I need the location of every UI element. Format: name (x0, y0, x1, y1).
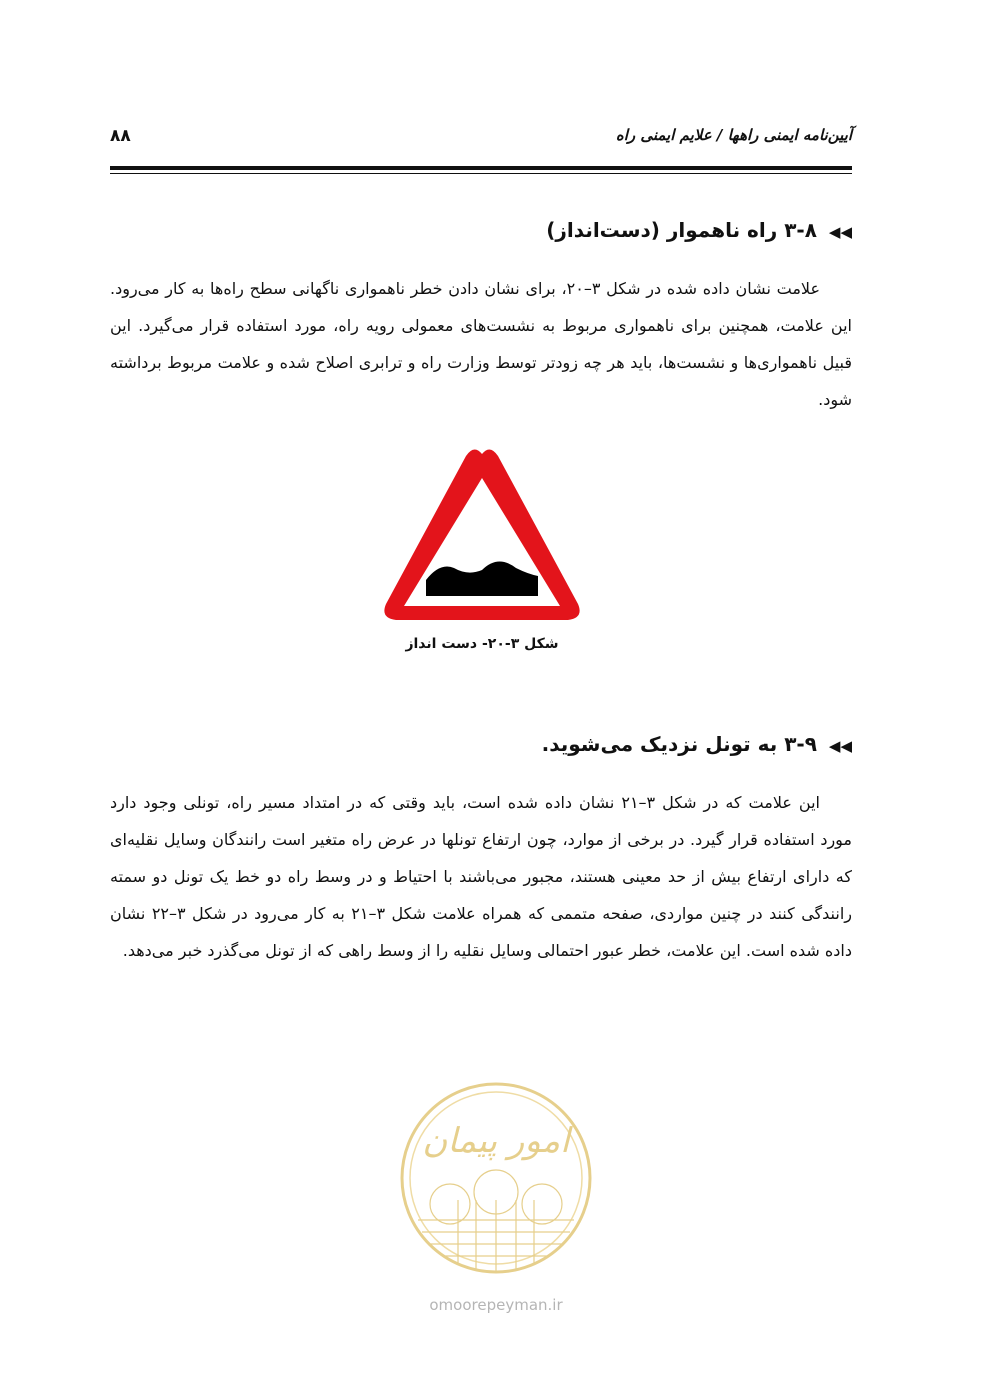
header-rule-thin (110, 173, 852, 174)
section-heading-3-8 (110, 218, 852, 242)
page-header (110, 126, 852, 156)
header-rule-thick (110, 166, 852, 170)
section-bullet-icon: ◀◀ (828, 223, 852, 241)
seal-text: امور پیمان (422, 1121, 570, 1161)
uneven-road-warning-sign-icon (380, 444, 584, 624)
omoorepeyman-seal-icon (398, 1080, 594, 1276)
paragraph-text: این علامت که در شکل ۳–۲۱ نشان داده شده است، باید وقتی که در امتداد مسیر راه، تونلی وجود دارد مورد استفاده قرار گیرد. در برخی از موارد، چون ارتفاع تونلها در عرض راه متغیر است رانندگان وسایل نقلیه‌ای که دارای ارتفاع بیش از حد معینی هستند، مجبور می‌باشند با احتیاط و در وسط راه دو خط یک تونل دو سمته رانندگی کنند در چنین مواردی، صفحه متممی که همراه علامت شکل ۳–۲۱ به کار می‌رود در شکل ۳–۲۲ نشان داده شده است. این علامت، خطر عبور احتمالی وسایل نقلیه را از وسط راهی که از تونل می‌گذرد خبر می‌دهد. (110, 793, 852, 960)
section-bullet-icon: ◀◀ (828, 737, 852, 755)
paragraph-text: علامت نشان داده شده در شکل ۳–۲۰، برای نشان دادن خطر ناهمواری ناگهانی سطح راه‌ها به کار می‌رود. این علامت، همچنین برای ناهمواری مربوط به نشست‌های معمولی رویه راه، مورد استفاده قرار می‌گیرد. این قبیل ناهمواری‌ها و نشست‌ها، باید هر چه زودتر توسط وزارت راه و ترابری اصلاح شده و علامت مربوط برداشته شود. (110, 279, 852, 409)
section-heading-text: ۳-۸ راه ناهموار (دست‌انداز) (546, 218, 817, 242)
watermark-url: omoorepeyman.ir (429, 1296, 563, 1314)
figure-caption: شکل ۳-۲۰- دست انداز (405, 636, 559, 652)
header-title: آیین‌نامه ایمنی راهها / علایم ایمنی راه (615, 126, 852, 144)
section-paragraph-3-8 (110, 270, 852, 418)
section-paragraph-3-9 (110, 784, 852, 969)
section-heading-3-9 (110, 732, 852, 756)
section-heading-text: ۳-۹ به تونل نزدیک می‌شوید. (541, 732, 817, 756)
page-number: ۸۸ (110, 126, 131, 146)
